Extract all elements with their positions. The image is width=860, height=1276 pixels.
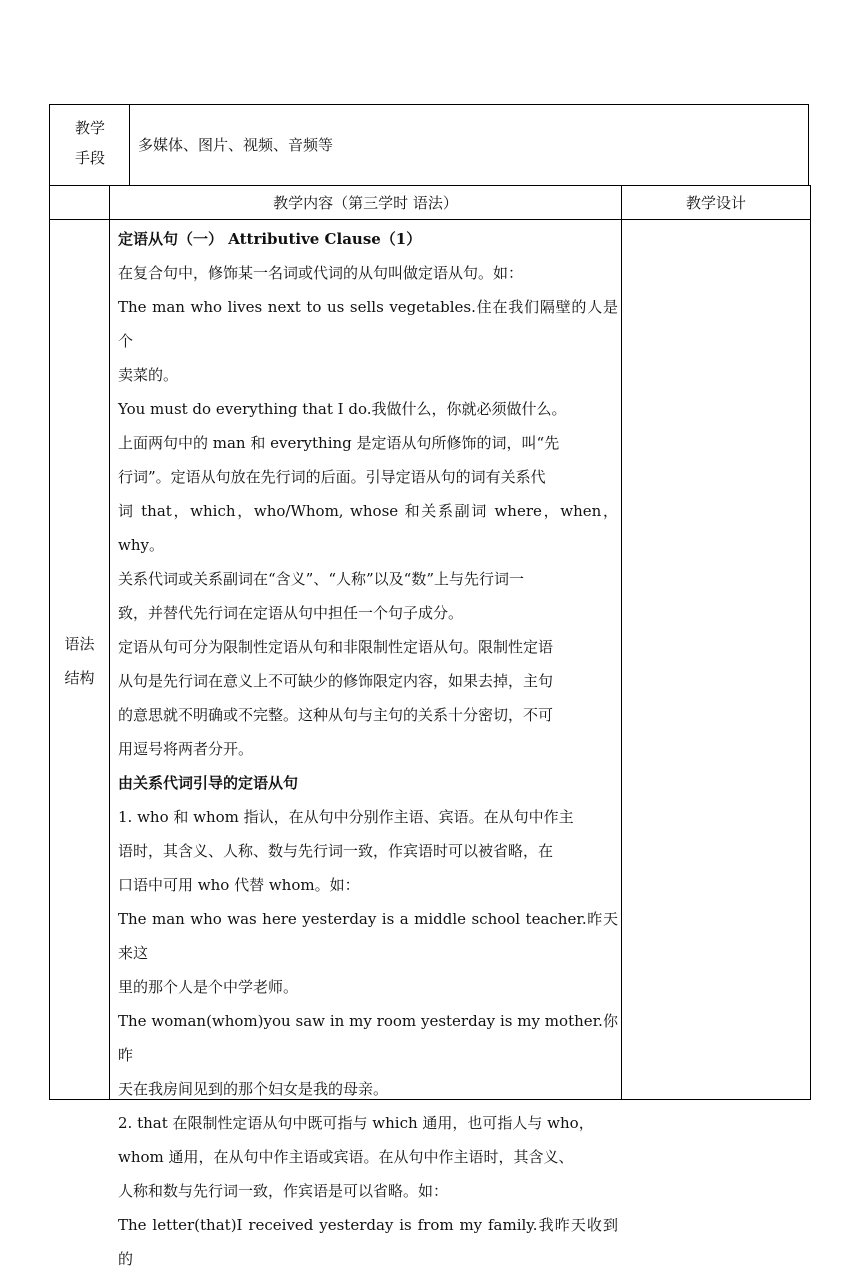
content-line: 从句是先行词在意义上不可缺少的修饰限定内容，如果去掉，主句: [118, 672, 554, 690]
content-line: 的意思就不明确或不完整。这种从句与主句的关系十分密切，不可: [118, 706, 554, 724]
grammar-content: [118, 222, 618, 1276]
top-table-border-top: [49, 104, 809, 105]
content-line: 关系代词或关系副词在“含义”、“人称”以及“数”上与先行词一: [118, 570, 525, 588]
content-line: whom 通用，在从句中作主语或宾语。在从句中作主语时，其含义、: [118, 1148, 574, 1166]
content-line: The letter(that)I received yesterday is from my family.我昨天收到的: [118, 1216, 618, 1268]
content-line: 语时，其含义、人称、数与先行词一致，作宾语时可以被省略，在: [118, 842, 554, 860]
teaching-means-label-line2: 手段: [74, 149, 105, 167]
content-line: 口语中可用 who 代替 whom。如：: [118, 876, 360, 894]
grammar-structure-label-line1: 语法: [64, 635, 95, 653]
content-line: 在复合句中，修饰某一名词或代词的从句叫做定语从句。如：: [118, 264, 524, 282]
content-line: 用逗号将两者分开。: [118, 740, 254, 758]
main-table-col1-divider: [109, 185, 110, 1100]
content-line: 词 that，which，who/Whom, whose 和关系副词 where，when，why。: [118, 502, 618, 554]
content-line: 定语从句可分为限制性定语从句和非限制性定语从句。限制性定语: [118, 638, 554, 656]
content-line: The man who lives next to us sells vegetables.住在我们隔壁的人是个: [118, 298, 618, 350]
content-line: 上面两句中的 man 和 everything 是定语从句所修饰的词，叫“先: [118, 434, 560, 452]
grammar-structure-label-line2: 结构: [64, 669, 95, 687]
content-line: You must do everything that I do.我做什么，你就必须做什么。: [118, 400, 567, 418]
content-line: The woman(whom)you saw in my room yesterday is my mother.你昨: [118, 1012, 618, 1064]
top-table-border-right: [808, 104, 809, 186]
content-line: 卖菜的。: [118, 366, 179, 384]
content-line: 1. who 和 whom 指认，在从句中分别作主语、宾语。在从句中作主: [118, 808, 574, 826]
teaching-means-label-line1: 教学: [74, 119, 105, 137]
main-table-col2-divider: [621, 185, 622, 1100]
content-line: The man who was here yesterday is a middle school teacher.昨天来这: [118, 910, 618, 962]
content-line: 里的那个人是个中学老师。: [118, 978, 299, 996]
teaching-means-label: [50, 113, 130, 173]
content-line: 行词”。定语从句放在先行词的后面。引导定语从句的词有关系代: [118, 468, 546, 486]
main-table-border-right: [810, 185, 811, 1100]
content-line: 致，并替代先行词在定语从句中担任一个句子成分。: [118, 604, 464, 622]
grammar-structure-label: [50, 627, 109, 695]
teaching-means-value: 多媒体、图片、视频、音频等: [138, 136, 334, 154]
content-column-header: 教学内容（第三学时 语法）: [273, 194, 458, 212]
section-title: 定语从句（一） Attributive Clause（1）: [118, 230, 422, 248]
content-line: 2. that 在限制性定语从句中既可指与 which 通用，也可指人与 who，: [118, 1114, 594, 1132]
subsection-title: 由关系代词引导的定语从句: [118, 774, 299, 792]
design-column-header: 教学设计: [685, 194, 746, 212]
content-line: 天在我房间见到的那个妇女是我的母亲。: [118, 1080, 389, 1098]
content-line: 人称和数与先行词一致，作宾语是可以省略。如：: [118, 1182, 449, 1200]
